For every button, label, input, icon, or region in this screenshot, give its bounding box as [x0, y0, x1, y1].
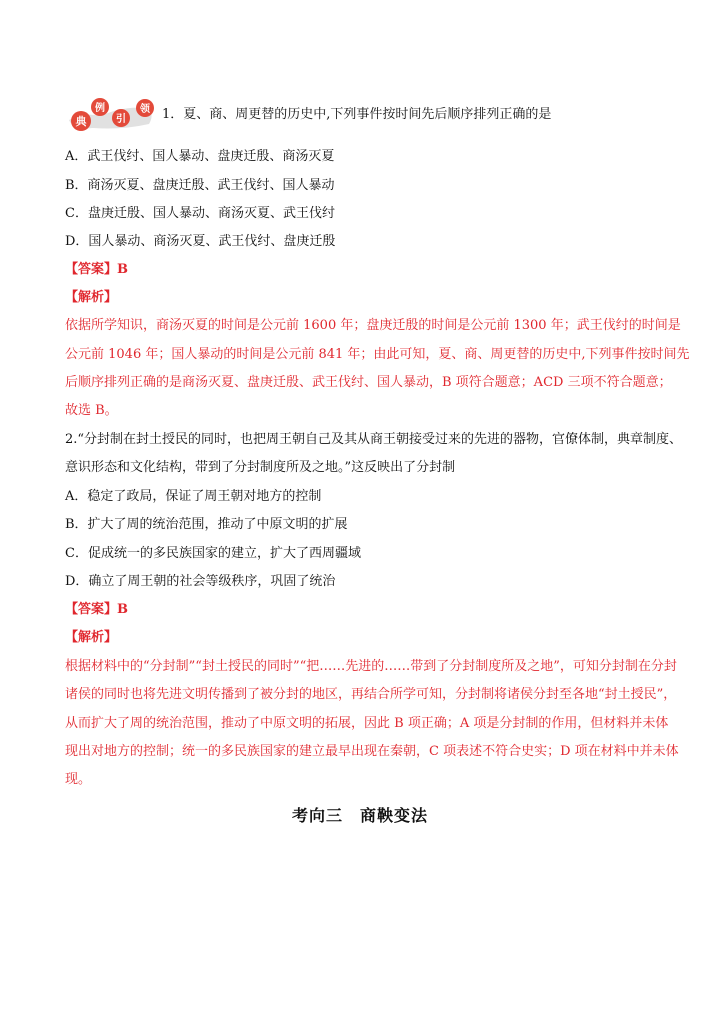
q2-option-c: C．促成统一的多民族国家的建立，扩大了西周疆域: [65, 546, 361, 561]
q1-option-a: A．武王伐纣、国人暴动、盘庚迁殷、商汤灭夏: [65, 149, 335, 164]
q1-option-d: D．国人暴动、商汤灭夏、武王伐纣、盘庚迁殷: [65, 234, 336, 249]
q2-option-d: D．确立了周王朝的社会等级秩序，巩固了统治: [65, 574, 336, 589]
q1-stem: 1．夏、商、周更替的历史中,下列事件按时间先后顺序排列正确的是: [162, 107, 552, 122]
q1-analysis-line: 故选 B。: [65, 403, 118, 418]
logo-char: 引: [116, 114, 126, 125]
section-title: 考向三 商鞅变法: [291, 806, 428, 825]
q2-analysis-line: 从而扩大了周的统治范围，推动了中原文明的拓展，因此 B 项正确；A 项是分封制的作用，但材料并未体: [65, 716, 669, 731]
q1-analysis-line: 依据所学知识，商汤灭夏的时间是公元前 1600 年；盘庚迁殷的时间是公元前 1300 年；武王伐纣的时间是: [65, 318, 681, 333]
q2-analysis-line: 诸侯的同时也将先进文明传播到了被分封的地区，再结合所学可知，分封制将诸侯分封至各地“封土授民”，: [65, 687, 677, 702]
example-lead-logo: [63, 94, 159, 132]
logo-char: 领: [140, 104, 150, 115]
logo-char: 典: [75, 115, 87, 128]
q1-analysis-label: 【解析】: [65, 290, 118, 305]
q2-option-b: B．扩大了周的统治范围，推动了中原文明的扩展: [65, 517, 348, 532]
q2-answer: 【答案】B: [65, 602, 128, 617]
q1-analysis-line: 后顺序排列正确的是商汤灭夏、盘庚迁殷、武王伐纣、国人暴动，B 项符合题意；ACD 三项不符合题意；: [65, 375, 672, 390]
q2-analysis-line: 根据材料中的“分封制”“封土授民的同时”“把……先进的……带到了分封制度所及之地”，可知分封制在分封: [65, 659, 677, 674]
logo-char: 例: [95, 103, 105, 114]
q1-answer: 【答案】B: [65, 262, 128, 277]
q2-analysis-line: 现出对地方的控制；统一的多民族国家的建立最早出现在秦朝，C 项表述不符合史实；D 项在材料中并未体: [65, 744, 679, 759]
q2-analysis-label: 【解析】: [65, 630, 118, 645]
q1-option-c: C．盘庚迁殷、国人暴动、商汤灭夏、武王伐纣: [65, 206, 335, 221]
q1-option-b: B．商汤灭夏、盘庚迁殷、武王伐纣、国人暴动: [65, 178, 335, 193]
q2-option-a: A．稳定了政局，保证了周王朝对地方的控制: [65, 489, 322, 504]
q2-analysis-line: 现。: [65, 772, 92, 787]
q2-stem-line: 2.“分封制在封土授民的同时，也把周王朝自己及其从商王朝接受过来的先进的器物，官僚体制，典章制度、: [65, 432, 683, 447]
q1-analysis-line: 公元前 1046 年；国人暴动的时间是公元前 841 年；由此可知，夏、商、周更替的历史中,下列事件按时间先: [65, 347, 690, 362]
q2-stem-line: 意识形态和文化结构，带到了分封制度所及之地。”这反映出了分封制: [65, 460, 456, 475]
